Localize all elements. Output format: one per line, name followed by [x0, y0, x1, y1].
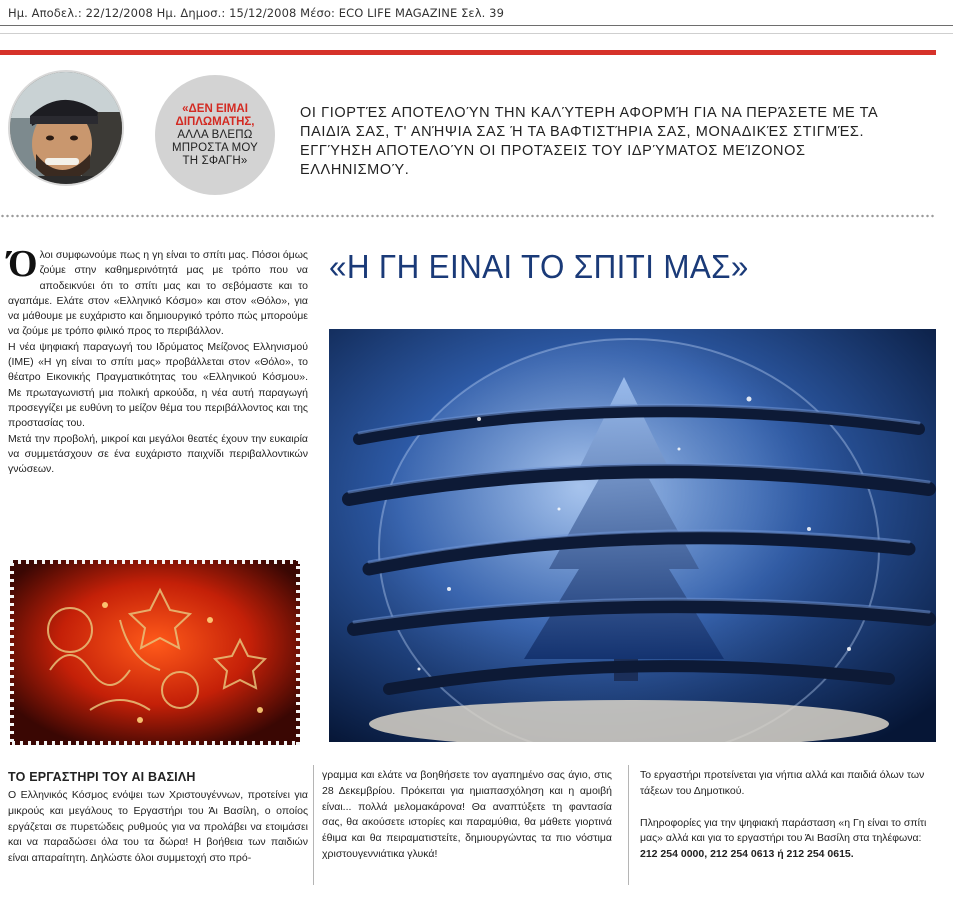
column-divider: [313, 765, 314, 885]
pull-quote-line: ΜΠΡΟΣΤΑ ΜΟΥ: [171, 141, 259, 154]
clipping-meta: Ημ. Αποδελ.: 22/12/2008 Ημ. Δημοσ.: 15/12/2008 Μέσο: ECO LIFE MAGAZINE Σελ. 39: [8, 6, 504, 20]
article-body: [8, 243, 308, 477]
article-paragraph: Μετά την προβολή, μικροί και μεγάλοι θεατές έχουν την ευκαιρία να συμμετάσχουν σε ένα ευχάριστο παιχνίδι περιβαλλοντικών γνώσεων.: [8, 432, 308, 476]
workshop-text: Πληροφορίες για την ψηφιακή παράσταση «η Γη είναι το σπίτι μας» αλλά και για το εργαστήρι του Άι Βασίλη στα τηλέφωνα:: [640, 816, 927, 845]
workshop-text: Το εργαστήρι προτείνεται για νήπια αλλά και παιδιά όλων των τάξεων του Δημοτικού.: [640, 769, 925, 797]
article-paragraph-text: λοι συμφωνούμε πως η γη είναι το σπίτι μας. Πόσοι όμως ζούμε στην καθημερινότητά μας με τρόπο που να αποδεικνύει ότι το σπίτι μας και το σεβόμαστε και το αγαπάμε. Ελάτε στον «Ελληνικό Κόσμο» και στον «Θόλο», για να μάθουμε με ευχάριστο και δημιουργικό τρόπο πώς μπορούμε να ζούμε με τρόπο φιλικό προς το περιβάλλον.: [8, 249, 308, 338]
meta-divider-light: [0, 33, 953, 34]
section-title: ΤΟ ΕΡΓΑΣΤΗΡΙ ΤΟΥ ΑΙ ΒΑΣΙΛΗ: [8, 770, 196, 784]
pull-quote-line: ΤΗ ΣΦΑΓΗ»: [182, 154, 248, 167]
workshop-photo: [10, 560, 300, 745]
headline: «Η ΓΗ ΕΙΝΑΙ ΤΟ ΣΠΙΤΙ ΜΑΣ»: [329, 248, 749, 285]
column-divider: [628, 765, 629, 885]
drop-cap: Ό: [8, 243, 38, 285]
section-red-bar: [0, 50, 936, 55]
article-paragraph: Η νέα ψηφιακή παραγωγή του Ιδρύματος Μείζονος Ελληνισμού (ΙΜΕ) «Η γη είναι το σπίτι μας» προβάλλεται στον «Θόλο», το θέατρο Εικονικής Πραγματικότητας του «Ελληνικού Κόσμου». Με πρωταγωνιστή μια πολική αρκούδα, η νέα αυτή παραγωγή προσεγγίζει με ευθύνη το μείζον θέμα του περιβάλλοντος και της προστασίας του.: [8, 340, 308, 430]
workshop-column: [640, 768, 935, 863]
pull-quote: [155, 75, 275, 195]
columnist-photo: [8, 70, 124, 186]
workshop-column: [8, 788, 308, 867]
meta-divider: [0, 25, 953, 26]
workshop-text: Ο Ελληνικός Κόσμος ενόψει των Χριστουγέννων, προτείνει για μικρούς και μεγάλους το Εργαστήρι του Άι Βασίλη, ο οποίος εργάζεται σε πυρετώδεις ρυθμούς για να προλάβει να ετοιμάσει και να παραδώσει όλα του τα δώρα! Η βοήθεια των παιδιών είναι απαραίτητη. Δηλώστε όλοι συμμετοχή στο πρό-: [8, 789, 308, 865]
intro-text: ΟΙ ΓΙΟΡΤΈΣ ΑΠΟΤΕΛΟΎΝ ΤΗΝ ΚΑΛΎΤΕΡΗ ΑΦΟΡΜΉ ΓΙΑ ΝΑ ΠΕΡΆΣΕΤΕ ΜΕ ΤΑ ΠΑΙΔΙΆ ΣΑΣ, Τ' ΑΝΉΨΙΑ ΣΑΣ Ή ΤΑ ΒΑΦΤΙΣΤΉΡΙΑ ΣΑΣ, ΜΟΝΑΔΙΚΈΣ ΣΤΙΓΜΈΣ. ΕΓΓΎΗΣΗ ΑΠΟΤΕΛΟΎΝ ΟΙ ΠΡΟΤΆΣΕΙΣ ΤΟΥ ΙΔΡΎΜΑΤΟΣ ΜΕΊΖΟΝΟΣ ΕΛΛΗΝΙΣΜΟΎ.: [300, 105, 878, 178]
workshop-column: [322, 768, 612, 863]
pull-quote-line: ΔΙΠΛΩΜΑΤΗΣ,: [175, 115, 255, 128]
phone-numbers: 212 254 0000, 212 254 0613 ή 212 254 0615.: [640, 848, 854, 861]
hero-photo: [329, 329, 936, 742]
workshop-text: γραμμα και ελάτε να βοηθήσετε τον αγαπημένο σας άγιο, στις 28 Δεκεμβρίου. Πρόκειται για ημιαπασχόληση και η αμοιβή είναι... πολλά μελομακάρονα! Θα αναπτύξετε τη φαντασία σας, θα ακούσετε ιστορίες και παραμύθια, θα μάθετε γιορτινά έθιμα και θα πειραματιστείτε, δημιουργώντας τα πιο νόστιμα χριστουγεννιάτικα γλυκά!: [322, 769, 612, 860]
pull-quote-line: ΑΛΛΑ ΒΛΕΠΩ: [177, 128, 253, 141]
article-paragraph: [8, 243, 308, 340]
pull-quote-line: «ΔΕΝ ΕΙΜΑΙ: [182, 102, 248, 115]
dotted-divider: [0, 213, 936, 219]
